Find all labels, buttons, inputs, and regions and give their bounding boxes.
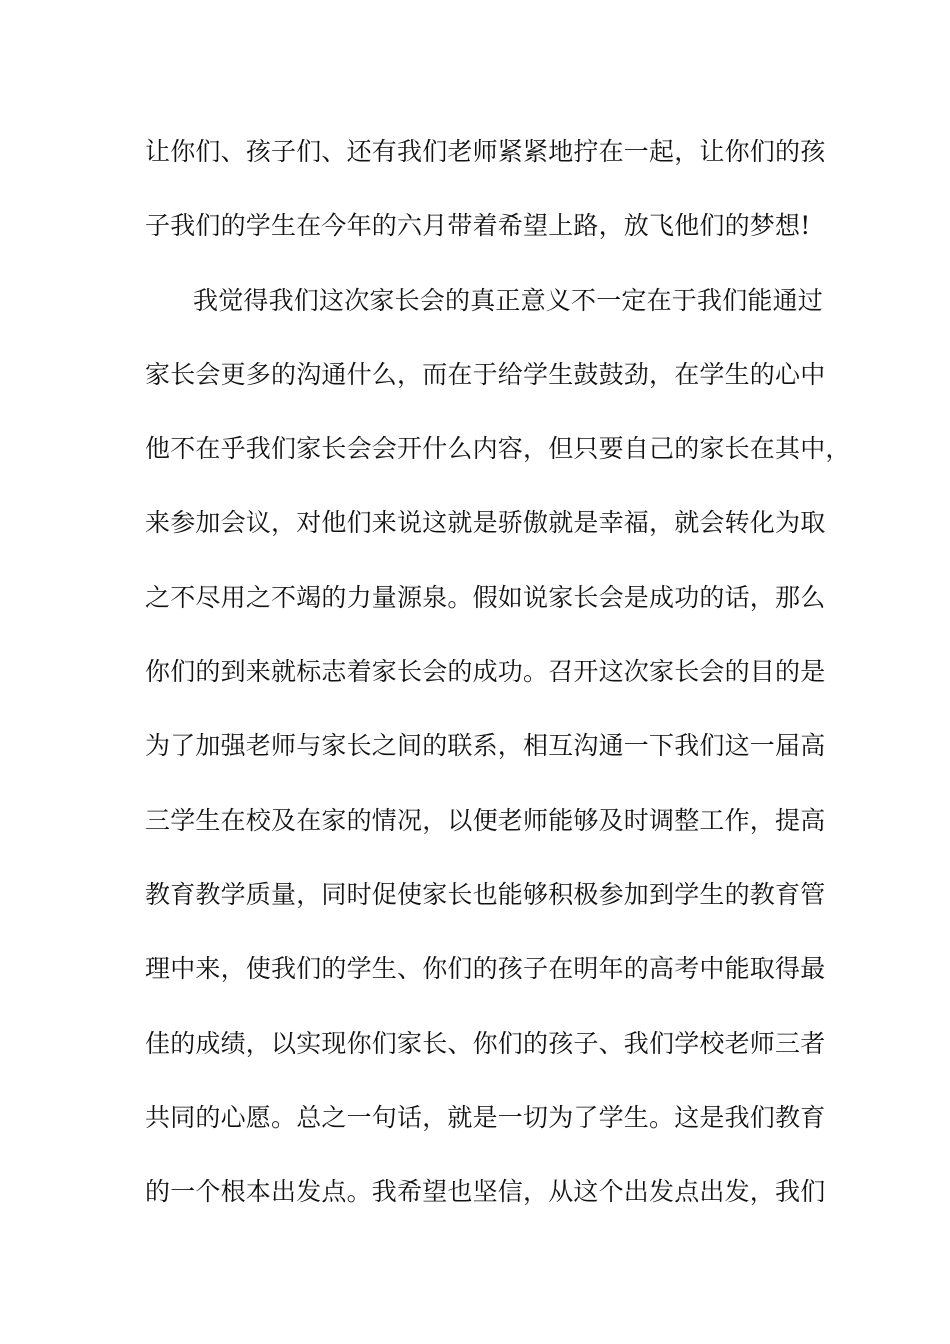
text-line: 他不在乎我们家长会会开什么内容，但只要自己的家长在其中， <box>145 434 851 464</box>
text-line: 三学生在校及在家的情况，以便老师能够及时调整工作，提高 <box>145 805 826 835</box>
text-line: 让你们、孩子们、还有我们老师紧紧地拧在一起，让你们的孩 <box>145 137 826 166</box>
text-line: 之不尽用之不竭的力量源泉。假如说家长会是成功的话，那么 <box>145 582 826 612</box>
text-line: 理中来，使我们的学生、你们的孩子在明年的高考中能取得最 <box>145 954 826 984</box>
text-line: 你们的到来就标志着家长会的成功。召开这次家长会的目的是 <box>145 657 826 687</box>
text-line: 为了加强老师与家长之间的联系，相互沟通一下我们这一届高 <box>145 731 826 761</box>
text-line: 子我们的学生在今年的六月带着希望上路，放飞他们的梦想! <box>145 211 811 241</box>
text-line: 共同的心愿。总之一句话，就是一切为了学生。这是我们教育 <box>145 1102 826 1132</box>
document-body <box>145 126 851 1240</box>
text-line: 教育教学质量，同时促使家长也能够积极参加到学生的教育管 <box>145 879 826 909</box>
text-line: 家长会更多的沟通什么，而在于给学生鼓鼓劲，在学生的心中 <box>145 359 826 389</box>
text-line: 来参加会议，对他们来说这就是骄傲就是幸福，就会转化为取 <box>145 508 826 538</box>
text-line: 的一个根本出发点。我希望也坚信，从这个出发点出发，我们 <box>145 1177 826 1207</box>
text-line: 佳的成绩，以实现你们家长、你们的孩子、我们学校老师三者 <box>145 1028 826 1058</box>
paragraph-start-line: 我觉得我们这次家长会的真正意义不一定在于我们能通过 <box>193 285 824 315</box>
